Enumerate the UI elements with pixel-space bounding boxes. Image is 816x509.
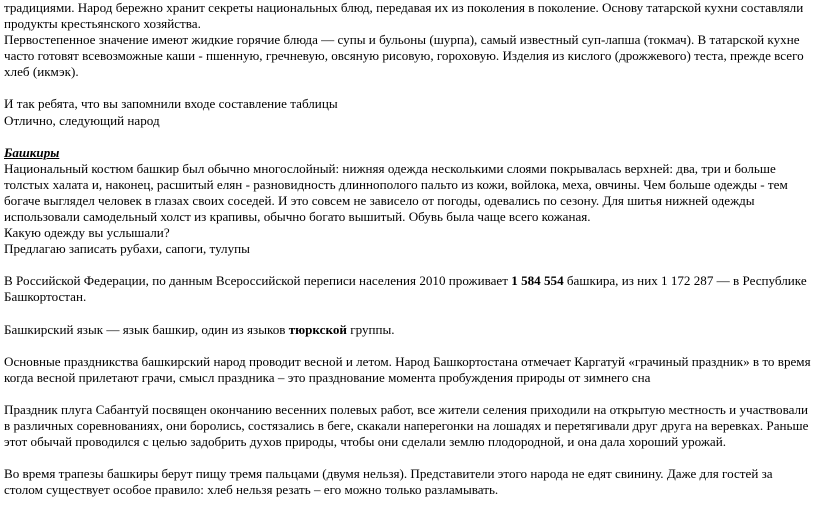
spacer	[4, 80, 812, 96]
census-number: 1 584 554	[511, 273, 564, 289]
spacer	[4, 386, 812, 402]
census-text-pre: В Российской Федерации, по данным Всероссийской переписи населения 2010 проживает	[4, 273, 512, 289]
teacher-line-2: Отлично, следующий народ	[4, 112, 160, 128]
bashkir-meal-paragraph: Во время трапезы башкиры берут пищу тремя пальцами (двумя нельзя). Представители этого народа не едят свинину. Даже для гостей за столом существует особое правило: хлеб нельзя резать – его можно только разламывать.	[4, 466, 773, 498]
bashkir-holidays-paragraph: Основные праздникства башкирский народ проводит весной и летом. Народ Башкортостана отмечает Каргатуй «грачиный праздник» в то время когда весной прилетают грачи, смысл праздника – это празднование момента пробуждения природы от зимнего сна	[4, 353, 811, 385]
bashkir-heading: Башкиры	[4, 144, 60, 160]
bashkir-costume-paragraph: Национальный костюм башкир был обычно многослойный: нижняя одежда несколькими слоями покрывалась верхней: два, три и больше толстых халата и, наконец, расшитый елян - разновидность длиннополого пальто из кожи, войлока, меха, овчины. Чем больше одежды - тем богаче выглядел человек в глазах своих соседей. И это совсем не зависело от погоды, одевались по сезону. Для шитья нижней одежды использовали самодельный холст из крапивы, обычно богато вышитый. Обувь была чаще всего кожаная.	[4, 160, 788, 225]
tatar-paragraph-2: Первостепенное значение имеют жидкие горячие блюда — супы и бульоны (шурпа), самый известный суп-лапша (токмач). В татарской кухне часто готовят всевозможные каши - пшенную, гречневую, овсяную рисовую, гороховую. Изделия из кислого (дрожжевого) теста, прежде всего хлеб (икмэк).	[4, 32, 804, 80]
bashkir-census-paragraph	[4, 273, 812, 305]
bashkir-language-paragraph	[4, 322, 812, 338]
language-text-pre: Башкирский язык — язык башкир, один из языков	[4, 321, 289, 337]
spacer	[4, 257, 812, 273]
teacher-line-1: И так ребята, что вы запомнили входе составление таблицы	[4, 96, 338, 112]
spacer	[4, 450, 812, 466]
tatar-paragraph-1: традициями. Народ бережно хранит секреты национальных блюд, передавая их из поколения в поколение. Основу татарской кухни составляли продукты крестьянского хозяйства.	[4, 0, 804, 32]
language-group: тюркской	[288, 321, 347, 337]
census-text-post: башкира, из них 1 172 287 — в Республике Башкортостан.	[4, 273, 807, 305]
spacer	[4, 338, 812, 354]
bashkir-task: Предлагаю записать рубахи, сапоги, тулупы	[4, 241, 250, 257]
bashkir-sabantuy-paragraph: Праздник плуга Сабантуй посвящен окончанию весенних полевых работ, все жители селения приходили на открытую местность и участвовали в различных соревнованиях, они боролись, состязались в беге, скакали наперегонки на лошадях и перетягивали друг друга на веревках. Раньше этот обычай проводился с целью задобрить духов природы, чтобы они сделали землю плодородной, и она дала хороший урожай.	[4, 401, 809, 449]
bashkir-question: Какую одежду вы услышали?	[4, 225, 170, 241]
spacer	[4, 306, 812, 322]
spacer	[4, 129, 812, 145]
language-text-post: группы.	[346, 321, 395, 337]
